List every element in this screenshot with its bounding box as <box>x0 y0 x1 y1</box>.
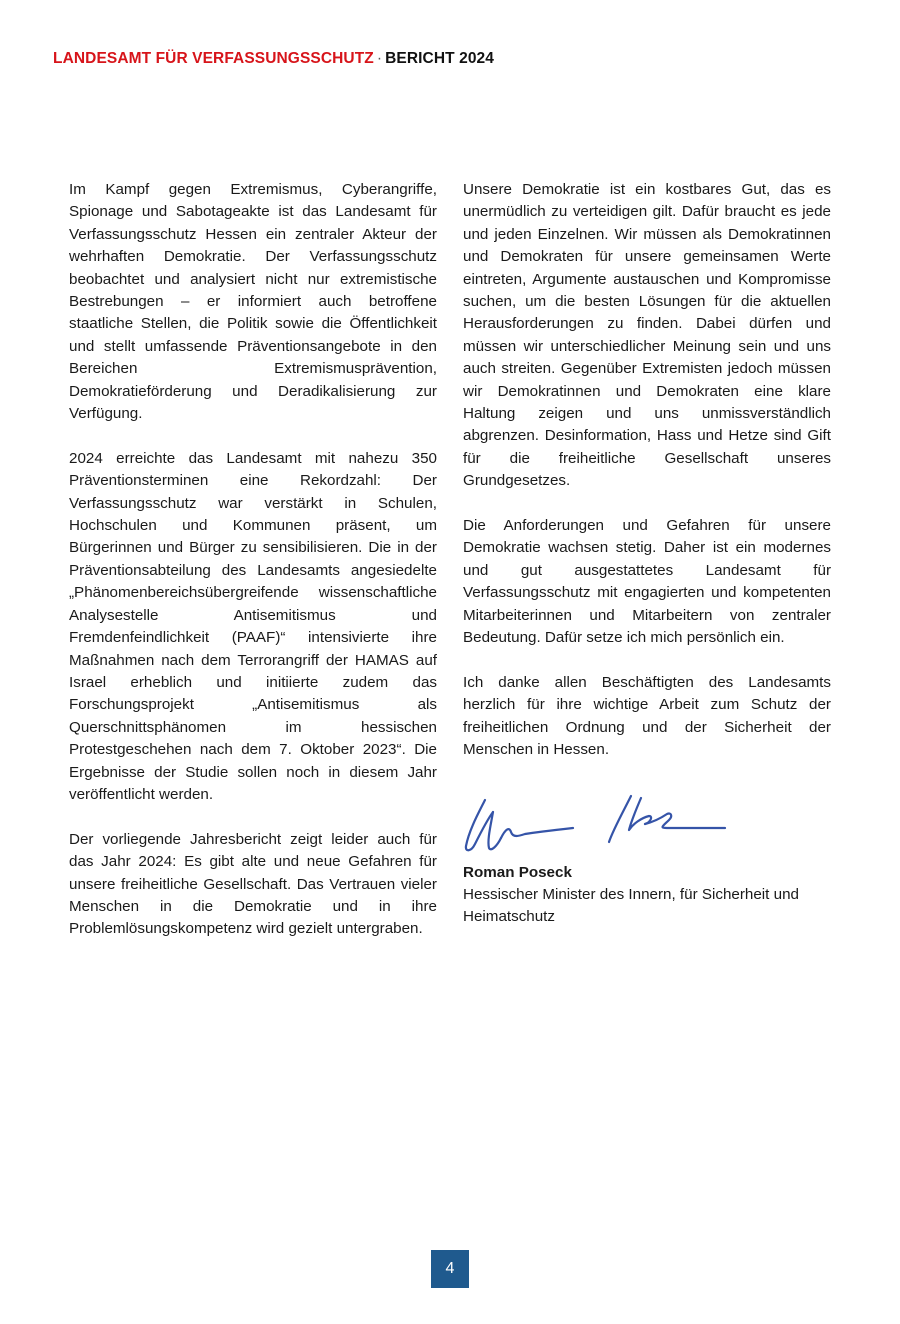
header-separator: · <box>376 50 383 67</box>
header-organization: LANDESAMT FÜR VERFASSUNGSSCHUTZ <box>53 50 374 67</box>
page-number: 4 <box>431 1250 469 1288</box>
paragraph: Im Kampf gegen Extremismus, Cyberangriffe, Spionage und Sabotageakte ist das Landesamt für Verfassungsschutz Hessen ein zentraler Akteur der wehrhaften Demokratie. Der Verfassungsschutz beobachtet und analysiert nicht nur extremistische Bestrebungen – er informiert auch betroffene staatliche Stellen, die Politik sowie die Öffentlichkeit und stellt umfassende Präventionsangebote in den Bereichen Extremismusprävention, Demokratieförderung und Deradikalisierung zur Verfügung. <box>69 181 437 423</box>
running-header <box>53 50 494 68</box>
header-report-title: BERICHT 2024 <box>385 50 494 67</box>
handwritten-signature-image <box>463 790 743 862</box>
paragraph: 2024 erreichte das Landesamt mit nahezu 350 Präventionsterminen eine Rekordzahl: Der Verfassungsschutz war verstärkt in Schulen, Hochschulen und Kommunen präsent, um Bürgerinnen und Bürger zu sensibilisieren. Die in der Präventionsabteilung des Landesamts angesiedelte „Phänomenbereichsübergreifende wissenschaftliche Analysestelle Antisemitismus und Fremdenfeindlichkeit (PAAF)“ intensivierte ihre Maßnahmen nach dem Terrorangriff der HAMAS auf Israel erheblich und initiierte zudem das Forschungsprojekt „Antisemitismus als Querschnittsphänomen im hessischen Protestgeschehen nach dem 7. Oktober 2023“. Die Ergebnisse der Studie sollen noch in diesem Jahr veröffentlicht werden. <box>69 449 437 803</box>
signer-name: Roman Poseck <box>463 863 572 881</box>
signature <box>463 790 743 862</box>
paragraph: Ich danke allen Beschäftigten des Landesamts herzlich für ihre wichtige Arbeit zum Schutz der freiheitlichen Ordnung und der Sicherheit der Menschen in Hessen. <box>463 673 831 759</box>
left-column <box>69 179 437 963</box>
paragraph: Der vorliegende Jahresbericht zeigt leider auch für das Jahr 2024: Es gibt alte und neue Gefahren für unsere freiheitliche Gesellschaft. Das Vertrauen vieler Menschen in die Demokratie und in ihre Problemlösungskompetenz wird gezielt untergraben. <box>69 830 437 938</box>
signer-title: Hessischer Minister des Innern, für Sicherheit und Heimatschutz <box>463 885 799 926</box>
paragraph: Die Anforderungen und Gefahren für unsere Demokratie wachsen stetig. Daher ist ein modernes und gut ausgestattetes Landesamt für Verfassungsschutz mit engagierten und kompetenten Mitarbeiterinnen und Mitarbeitern von zentraler Bedeutung. Dafür setze ich mich persönlich ein. <box>463 517 831 647</box>
paragraph: Unsere Demokratie ist ein kostbares Gut, das es unermüdlich zu verteidigen gilt. Dafür braucht es jede und jeden Einzelnen. Wir müssen als Demokratinnen und Demokraten für unsere gemeinsamen Werte eintreten, Argumente austauschen und Kompromisse suchen, um die besten Lösungen für die aktuellen Herausforderungen zu finden. Dabei dürfen und müssen wir unterschiedlicher Meinung sein und uns auch streiten. Gegenüber Extremisten jedoch müssen wir Demokratinnen und Demokraten eine klare Haltung zeigen und uns unmissverständlich abgrenzen. Desinformation, Hass und Hetze sind Gift für die freiheitliche Gesellschaft unseres Grundgesetzes. <box>463 181 831 490</box>
right-column <box>463 179 831 929</box>
